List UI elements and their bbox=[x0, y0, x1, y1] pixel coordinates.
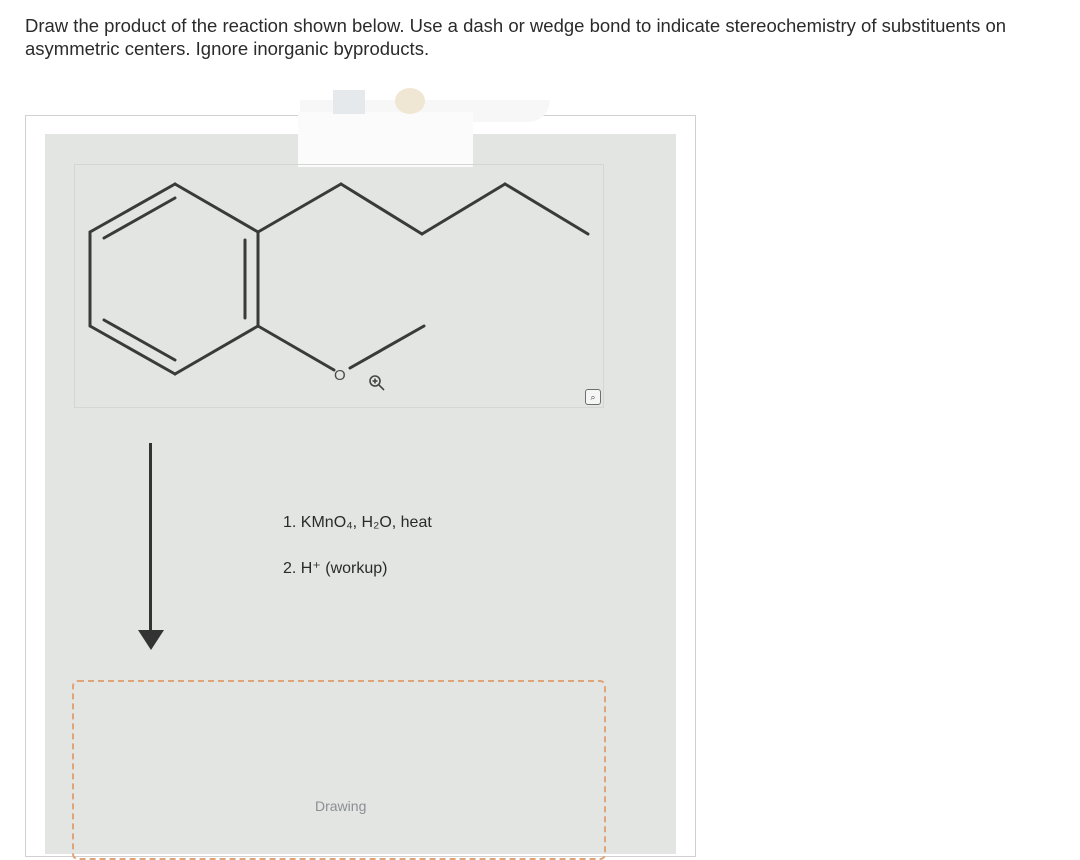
drawing-label: Drawing bbox=[315, 798, 367, 814]
chain-bond bbox=[505, 184, 588, 234]
ring-bond bbox=[175, 184, 258, 232]
magnify-icon[interactable]: ⌕ bbox=[585, 389, 601, 405]
chain-bond bbox=[258, 184, 341, 232]
reaction-arrow bbox=[149, 443, 152, 633]
reagent-step-2: 2. H⁺ (workup) bbox=[283, 560, 388, 577]
drawing-area[interactable] bbox=[72, 680, 606, 860]
chain-bond bbox=[341, 184, 422, 234]
chain-bond bbox=[422, 184, 505, 234]
question-text: Draw the product of the reaction shown below. Use a dash or wedge bond to indicate stereochemistry of substituents on asymmetric centers. Ignore inorganic byproducts. bbox=[25, 15, 1007, 59]
arrow-head-icon bbox=[138, 630, 164, 650]
ether-bond bbox=[350, 326, 424, 368]
reagent-step-1: 1. KMnO₄, H₂O, heat bbox=[283, 514, 432, 531]
ring-bond bbox=[175, 326, 258, 374]
zoom-in-icon bbox=[370, 376, 384, 390]
ring-bond bbox=[90, 326, 175, 374]
oxygen-atom-label: O bbox=[334, 367, 346, 384]
ether-bond bbox=[258, 326, 334, 370]
ring-bond bbox=[90, 184, 175, 232]
